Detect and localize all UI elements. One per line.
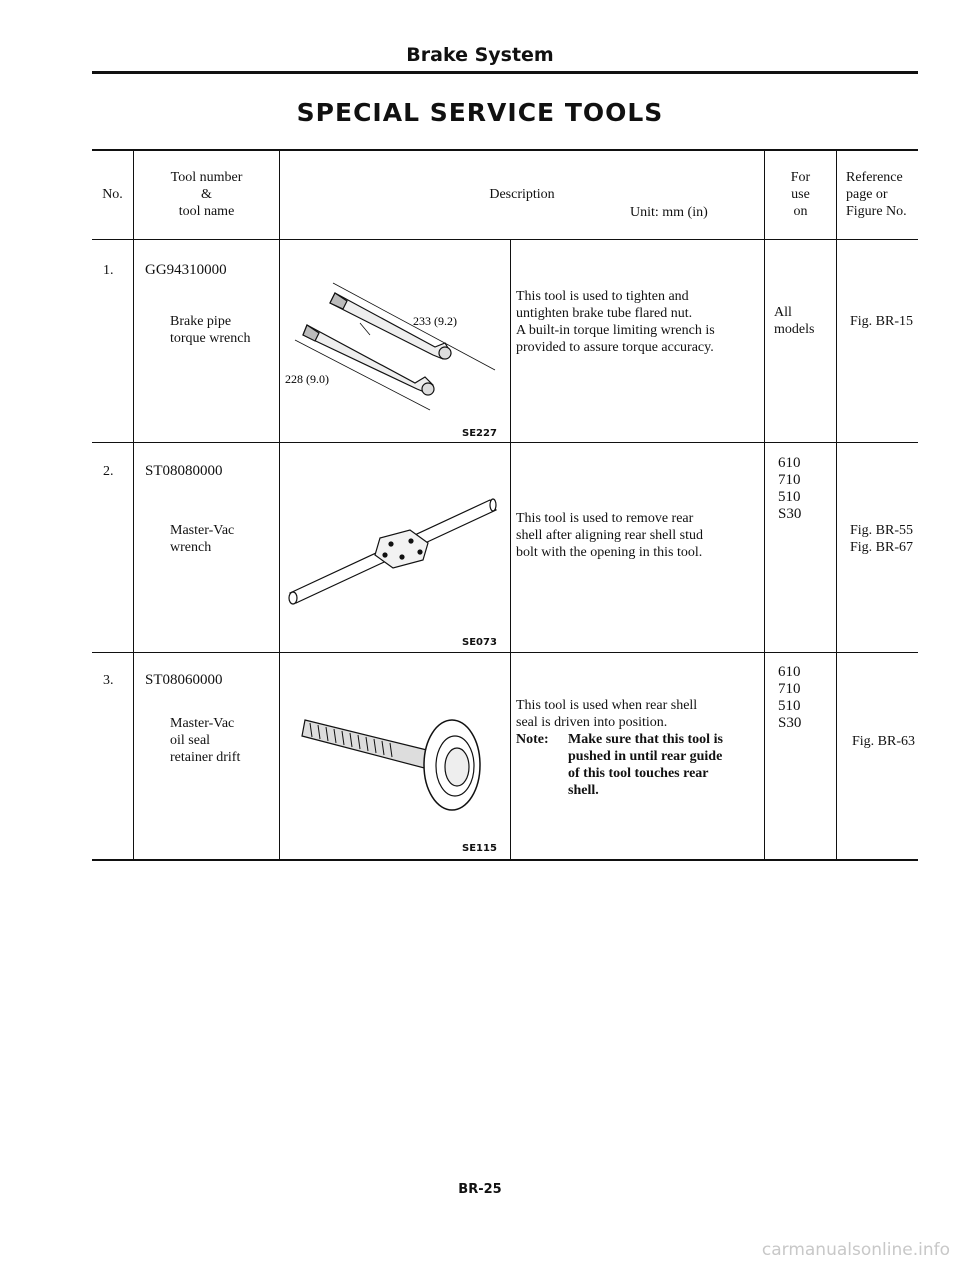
note-label: Note: <box>516 732 549 747</box>
note-text: Make sure that this tool is pushed in until rear guide of this tool touches rear shell. <box>568 732 723 798</box>
tool-number: GG94310000 <box>145 262 227 278</box>
figure-code: SE115 <box>462 843 497 854</box>
dimension-label: 233 (9.2) <box>413 314 457 328</box>
torque-wrench-illustration <box>285 275 505 420</box>
master-vac-wrench-illustration <box>285 488 505 613</box>
description: This tool is used to remove rear shell after aligning rear shell stud bolt with the opening in this tool. <box>516 511 703 560</box>
tool-name: Brake pipe torque wrench <box>170 314 251 346</box>
row-divider <box>92 442 918 443</box>
col-divider <box>133 149 134 860</box>
section-header: Brake System <box>406 44 554 66</box>
header-unit: Unit: mm (in) <box>630 205 708 220</box>
header-for-use: For use on <box>790 170 811 219</box>
tool-number: ST08080000 <box>145 463 223 479</box>
header-description: Description <box>489 187 555 202</box>
description: This tool is used when rear shell seal is driven into position. <box>516 698 698 730</box>
reference: Fig. BR-55 Fig. BR-67 <box>850 523 914 555</box>
figure-code: SE227 <box>462 428 497 439</box>
row-number: 2. <box>103 464 114 479</box>
for-use: 610 710 510 S30 <box>778 455 802 522</box>
col-divider <box>764 149 765 860</box>
page-number: BR-25 <box>458 1182 502 1197</box>
reference: Fig. BR-15 <box>850 314 914 329</box>
col-divider <box>836 149 837 860</box>
header-tool: Tool number & tool name <box>170 170 243 219</box>
tool-number: ST08060000 <box>145 672 223 688</box>
tool-name: Master-Vac oil seal retainer drift <box>170 716 241 765</box>
description: This tool is used to tighten and untighten brake tube flared nut. A built-in torque limiting wrench is provided to assure torque accuracy. <box>516 289 715 355</box>
tool-name: Master-Vac wrench <box>170 523 235 555</box>
oil-seal-retainer-drift-illustration <box>300 690 500 820</box>
header-rule <box>92 71 918 74</box>
header-reference: Reference page or Figure No. <box>846 170 907 219</box>
row-divider <box>92 652 918 653</box>
page-title: SPECIAL SERVICE TOOLS <box>296 98 664 127</box>
row-number: 1. <box>103 263 114 278</box>
header-bottom-rule <box>92 239 918 240</box>
figure-code: SE073 <box>462 637 497 648</box>
table-bottom-rule <box>92 859 918 861</box>
for-use: 610 710 510 S30 <box>778 664 802 731</box>
reference: Fig. BR-63 <box>852 734 916 749</box>
row-number: 3. <box>103 673 114 688</box>
col-divider <box>510 239 511 860</box>
header-no: No. <box>102 187 123 202</box>
dimension-label: 228 (9.0) <box>285 372 329 386</box>
for-use: All models <box>774 305 815 337</box>
watermark: carmanualsonline.info <box>761 1240 950 1260</box>
table-top-rule <box>92 149 918 151</box>
col-divider <box>279 149 280 860</box>
